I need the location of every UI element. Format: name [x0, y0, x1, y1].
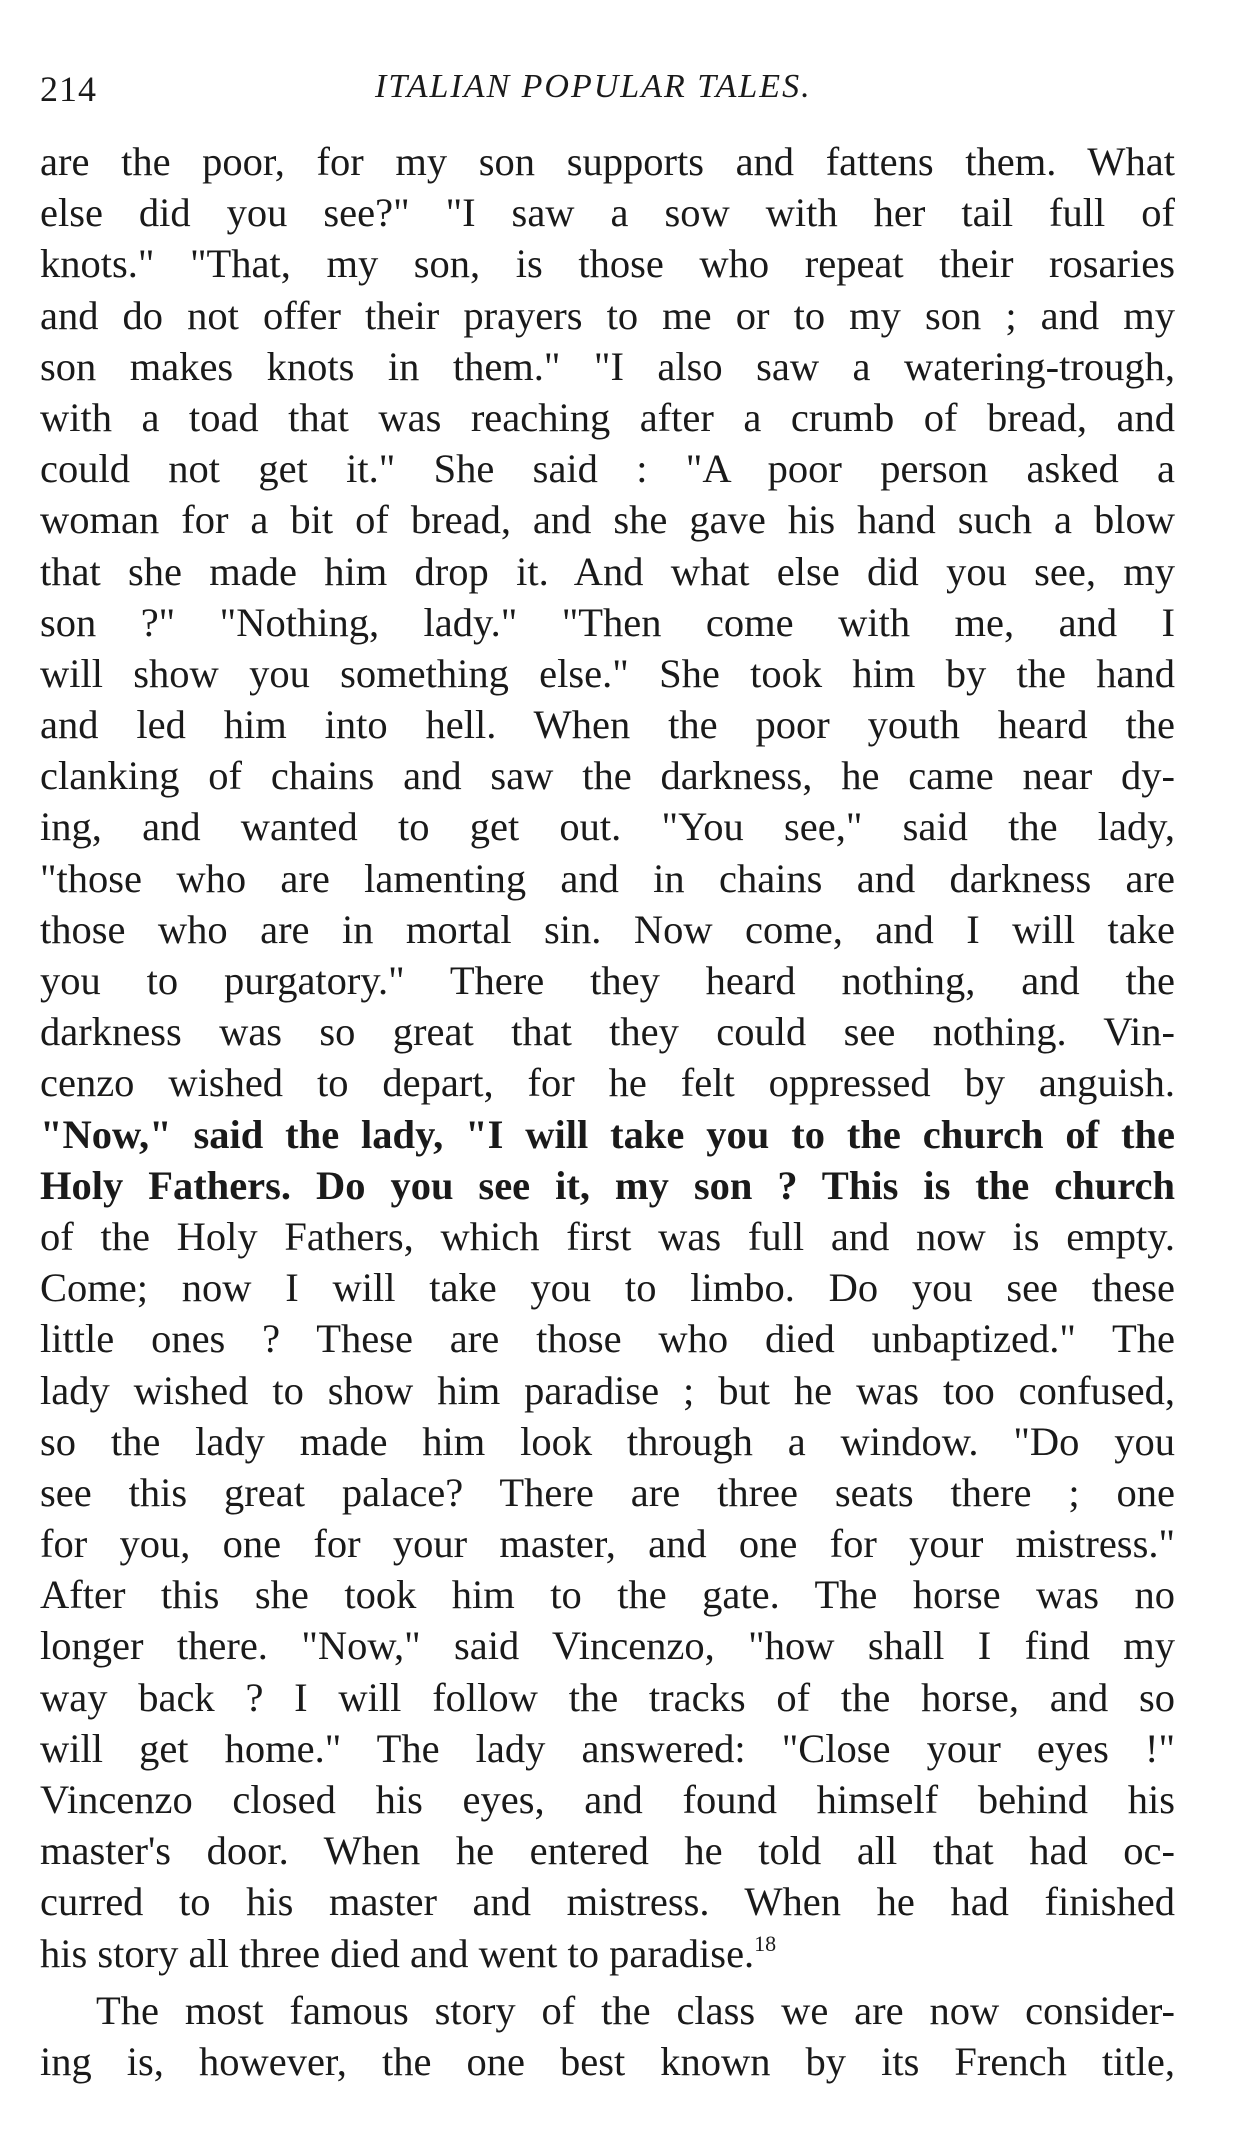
- text-line-last: [40, 1928, 1175, 1979]
- text-line: Come; now I will take you to limbo. Do you see these: [40, 1265, 1175, 1311]
- text-line: woman for a bit of bread, and she gave his hand such a blow: [40, 497, 1175, 543]
- text-line: Vincenzo closed his eyes, and found himself behind his: [40, 1777, 1175, 1822]
- text-line: knots." "That, my son, is those who repeat their rosaries: [40, 241, 1175, 287]
- text-line: longer there. "Now," said Vincenzo, "how shall I find my: [40, 1623, 1175, 1669]
- text-line: with a toad that was reaching after a crumb of bread, and: [40, 394, 1175, 440]
- text-line: that she made him drop it. And what else did you see, my: [40, 548, 1175, 594]
- text-line: and do not offer their prayers to me or to my son ; and my: [40, 292, 1175, 338]
- body-text: [40, 136, 1175, 2087]
- text-line: and led him into hell. When the poor youth heard the: [40, 702, 1175, 748]
- text-line: will show you something else." She took him by the hand: [40, 650, 1175, 696]
- text-line: After this she took him to the gate. The horse was no: [40, 1572, 1175, 1618]
- text-line: those who are in mortal sin. Now come, and I will take: [40, 906, 1175, 952]
- text-line: ing, and wanted to get out. "You see," said the lady,: [40, 804, 1175, 850]
- text-line: son makes knots in them." "I also saw a watering-trough,: [40, 343, 1175, 389]
- text-line: see this great palace? There are three seats there ; one: [40, 1469, 1175, 1515]
- text-line: darkness was so great that they could see nothing. Vin-: [40, 1009, 1175, 1055]
- text-line: you to purgatory." There they heard nothing, and the: [40, 958, 1175, 1003]
- text-line: clanking of chains and saw the darkness, he came near dy-: [40, 753, 1175, 799]
- text-line: little ones ? These are those who died unbaptized." The: [40, 1316, 1175, 1362]
- text-line: Holy Fathers. Do you see it, my son ? This is the church: [40, 1162, 1175, 1208]
- running-head: ITALIAN POPULAR TALES.: [375, 68, 812, 105]
- paragraph-2: [40, 1985, 1175, 2087]
- text-line: of the Holy Fathers, which first was full and now is empty.: [40, 1213, 1175, 1259]
- paragraph-1: [40, 136, 1175, 1979]
- text-line: cenzo wished to depart, for he felt oppressed by anguish.: [40, 1060, 1175, 1106]
- page-header: [40, 68, 1175, 118]
- text-line: "those who are lamenting and in chains and darkness are: [40, 855, 1175, 901]
- text-line: The most famous story of the class we are now consider-: [96, 1987, 1175, 2033]
- text-line: are the poor, for my son supports and fattens them. What: [40, 139, 1175, 184]
- text-line: curred to his master and mistress. When he had finished: [40, 1879, 1175, 1925]
- text-line: lady wished to show him paradise ; but he was too confused,: [40, 1367, 1175, 1413]
- footnote-reference: 18: [754, 1930, 777, 1956]
- text-line: ing is, however, the one best known by its French title,: [40, 2038, 1175, 2084]
- text-line: so the lady made him look through a window. "Do you: [40, 1418, 1175, 1464]
- text-line: else did you see?" "I saw a sow with her tail full of: [40, 190, 1175, 236]
- text-line: will get home." The lady answered: "Close your eyes !": [40, 1725, 1175, 1771]
- page-number: 214: [40, 69, 97, 109]
- text-line: "Now," said the lady, "I will take you to the church of the: [40, 1111, 1175, 1157]
- text-line: son ?" "Nothing, lady." "Then come with me, and I: [40, 599, 1175, 645]
- text-line: way back ? I will follow the tracks of the horse, and so: [40, 1674, 1175, 1720]
- text-line: for you, one for your master, and one for your mistress.": [40, 1521, 1175, 1567]
- text-line: could not get it." She said : "A poor person asked a: [40, 446, 1175, 492]
- text-line-content: his story all three died and went to paradise.: [40, 1930, 755, 1976]
- text-line: master's door. When he entered he told all that had oc-: [40, 1828, 1175, 1874]
